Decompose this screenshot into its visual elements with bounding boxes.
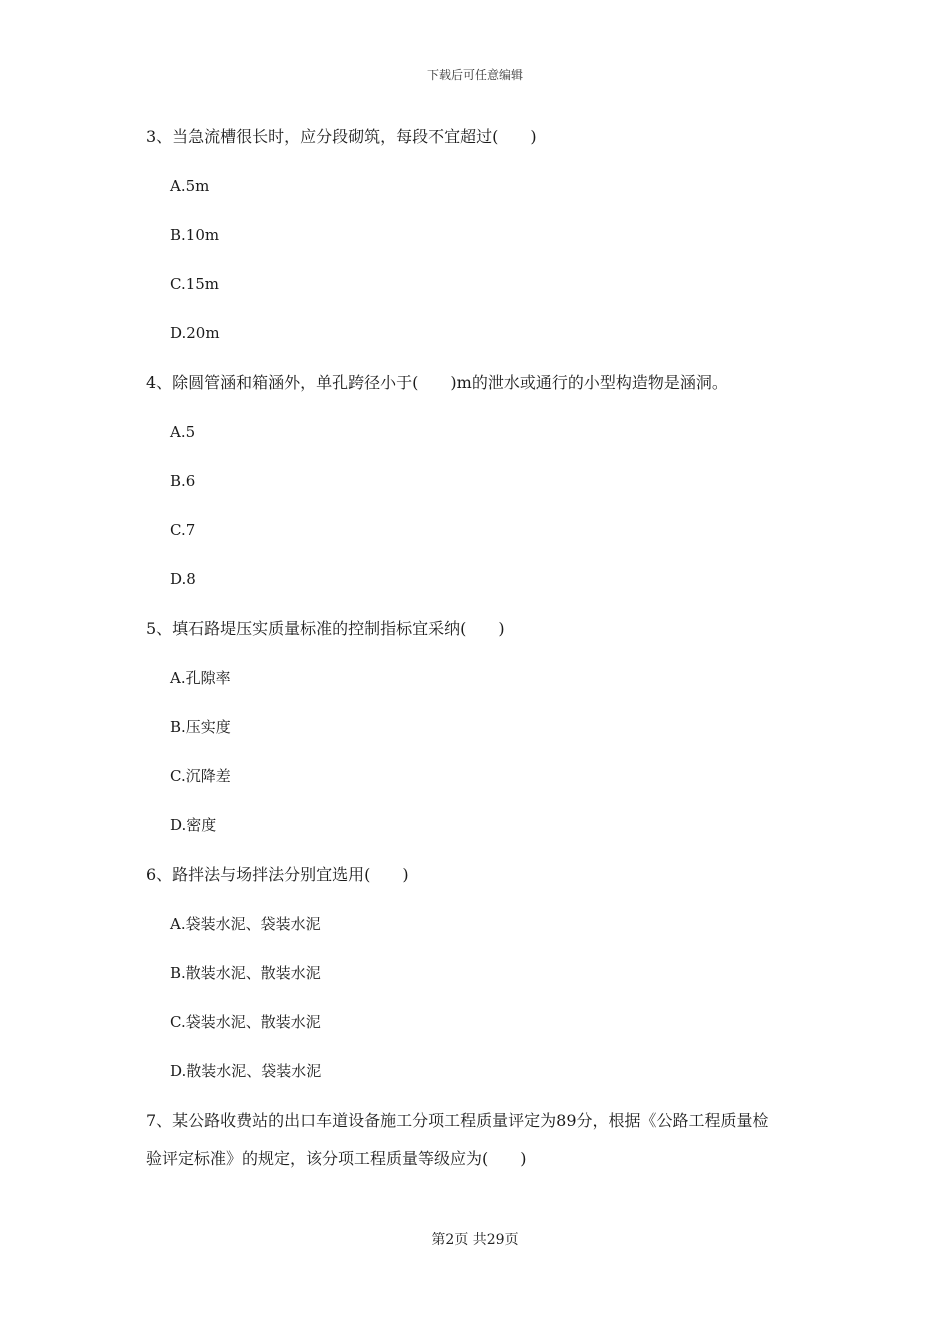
option-c: C.沉降差 (170, 767, 231, 785)
question-stem: 4、除圆管涵和箱涵外，单孔跨径小于( )m的泄水或通行的小型构造物是涵洞。 (146, 373, 728, 392)
option-b: B.散装水泥、散装水泥 (170, 964, 321, 982)
question-stem: 7、某公路收费站的出口车道设备施工分项工程质量评定为89分，根据《公路工程质量检 (146, 1111, 769, 1130)
question-stem-continued: 验评定标准》的规定，该分项工程质量等级应为( ) (146, 1149, 527, 1168)
option-d: D.散装水泥、袋装水泥 (170, 1062, 322, 1080)
option-d: D.20m (170, 324, 220, 342)
question-stem: 3、当急流槽很长时，应分段砌筑，每段不宜超过( ) (146, 127, 537, 146)
question-stem: 6、路拌法与场拌法分别宜选用( ) (146, 865, 409, 884)
option-a: A.袋装水泥、袋装水泥 (170, 915, 321, 933)
question-stem: 5、填石路堤压实质量标准的控制指标宜采纳( ) (146, 619, 505, 638)
option-a: A.5m (170, 177, 210, 195)
option-b: B.压实度 (170, 718, 231, 736)
option-b: B.10m (170, 226, 220, 244)
option-d: D.8 (170, 570, 196, 588)
option-a: A.5 (170, 423, 196, 441)
option-c: C.7 (170, 521, 196, 539)
page-header: 下载后可任意编辑 (426, 68, 523, 82)
option-a: A.孔隙率 (170, 669, 231, 687)
option-c: C.15m (170, 275, 220, 293)
option-b: B.6 (170, 472, 196, 490)
page-number: 第2页 共29页 (431, 1232, 519, 1248)
option-d: D.密度 (170, 816, 217, 834)
option-c: C.袋装水泥、散装水泥 (170, 1013, 321, 1031)
